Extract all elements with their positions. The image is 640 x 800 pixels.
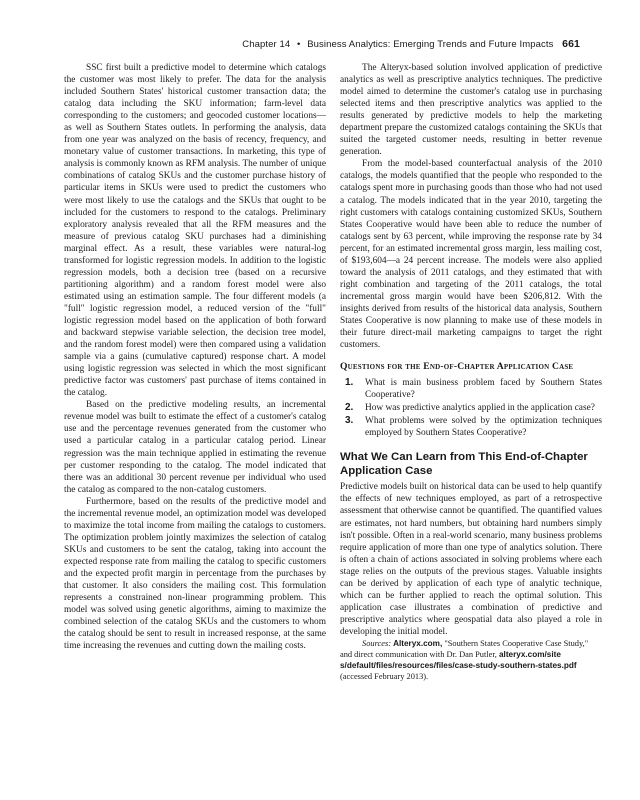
questions-heading: Questions for the End-of-Chapter Application Case xyxy=(340,361,574,373)
questions-list xyxy=(340,377,602,439)
left-column xyxy=(64,62,326,652)
paragraph: The Alteryx-based solution involved application of predictive analytics as well as prescriptive analytics techniques. The predictive model aimed to determine the customer's catalog use in purchasing selected items and then prescriptive analytics was applied to the results generated by predictive models to help the marketing department prepare the customized catalogs containing the SKUs that suited the targeted customer needs, resulting in better revenue generation. xyxy=(340,63,602,158)
question-number: 2. xyxy=(345,402,354,414)
question-number: 1. xyxy=(345,377,354,389)
question-text: What is main business problem faced by Southern States Cooperative? xyxy=(365,378,602,401)
question-text: What problems were solved by the optimization techniques employed by Southern States Cooperative? xyxy=(365,416,602,439)
paragraph: Based on the predictive modeling results, an incremental revenue model was built to estimate the effect of a customer's catalog use and the percentage revenues generated from the customer who used a particular catalog in a particular catalog period. Linear regression was the main technique applied in estimating the revenue per customer responding to the catalog. The model indicated that there was an additional 30 percent revenue per individual who used the catalog as compared to the non-catalog customers. xyxy=(64,400,326,495)
running-header xyxy=(0,38,580,50)
question-text: How was predictive analytics applied in the application case? xyxy=(365,403,595,414)
chapter-title: Business Analytics: Emerging Trends and Future Impacts xyxy=(307,39,554,50)
header-bullet: • xyxy=(297,39,301,50)
paragraph: Predictive models built on historical data can be used to help quantify the effects of new techniques employed, as part of a retrospective assessment that otherwise cannot be quantified. The quantified values are estimates, not hard numbers, but obtaining hard numbers simply isn't possible. Often in a real-world scenario, many business problems require application of more than one type of analytics solution. There is often a chain of actions associated in solving problems where each stage relies on the outputs of the previous stages. Valuable insights can be derived by application of each type of analytic technique, which can be further applied to reach the optimal solution. This application case illustrates a combination of predictive and prescriptive analytics where geospatial data also played a role in developing the initial model. xyxy=(340,482,602,637)
sources-citation xyxy=(340,638,602,682)
source-accessed: (accessed February 2013). xyxy=(340,671,429,681)
question-item xyxy=(340,415,602,439)
source-url[interactable]: alteryx.com/site s/default/files/resources/files/case-study-southern-states.pdf xyxy=(340,649,577,670)
source-site: Alteryx.com, xyxy=(393,638,443,648)
paragraph: Furthermore, based on the results of the predictive model and the incremental revenue model, an optimization model was developed to maximize the total income from mailing the catalogs to customers. The optimization problem jointly maximizes the selection of catalog SKUs and customers to be sent the catalog, taking into account the expected response rate from mailing the catalog to specific customers and the expected profit margin in percentage from the purchases by that customer. It also considers the mailing cost. This formulation represents a constrained non-linear programming problem. This model was solved using genetic algorithms, aiming to maximize the combined selection of the catalog SKUs and the customers to whom the catalog should be sent to result in increased response, at the same time increasing the revenues and cutting down the mailing costs. xyxy=(64,496,326,652)
section-heading: What We Can Learn from This End-of-Chapter Application Case xyxy=(340,451,588,477)
right-column xyxy=(340,62,602,682)
sources-label: Sources: xyxy=(362,638,391,648)
paragraph: From the model-based counterfactual analysis of the 2010 catalogs, the models quantified that the people who responded to the catalogs spent more in purchasing goods than those who had not used a catalog. The models indicated that in the year 2010, targeting the right customers with catalogs containing customized SKUs, Southern States Cooperative would have been able to reduce the number of catalogs sent by 63 percent, while improving the response rate by 34 percent, for an estimated incremental gross margin, less mailing cost, of $193,604—a 24 percent increase. The models were also applied toward the analysis of 2011 catalogs, and they estimated that with right combination and targeting of the 2011 catalogs, the total incremental gross margin would have been $206,812. With the insights derived from results of the historical data analysis, Southern States Cooperative is now planning to make use of these models in their future direct-mail marketing campaigns to target the right customers. xyxy=(340,159,602,351)
chapter-label: Chapter 14 xyxy=(242,39,291,50)
page-number: 661 xyxy=(562,38,580,50)
paragraph: SSC first built a predictive model to determine which catalogs the customer was most likely to prefer. The data for the analysis included Southern States' historical customer transaction data; the catalog data including the SKU information; farm-level data corresponding to the customers; and geocoded customer locations—as well as Southern States outlets. In performing the analysis, data from one year was analyzed on the basis of recency, frequency, and monetary value of customer transactions. In marketing, this type of analysis is commonly known as RFM analysis. The number of unique combinations of catalog SKUs and the customer purchase history of particular items in SKUs were used to predict the customers who were most likely to use the catalogs and the SKUs that ought to be included for the customers to respond to the catalogs. Preliminary exploratory analysis revealed that all the RFM measures and the measure of previous catalog SKU purchases had a diminishing marginal effect. As a result, these variables were natural-log transformed for logistic regression models. In addition to the logistic regression models, both a decision tree (based on a recursive partitioning algorithm) and a random forest model were also estimated using an estimation sample. The four different models (a "full" logistic regression model, a reduced version of the "full" logistic regression model based on the application of both forward and backward stepwise variable selection, the decision tree model, and the random forest model) were then compared using a validation sample via a gains (cumulative captured) response chart. A model using logistic regression was selected in which the most significant predictive factor was customers' past purchase of items contained in the catalog. xyxy=(64,63,326,399)
source-quote: "Southern States Cooperative Case Study," and direct communication with Dr. Dan Putler, xyxy=(340,638,589,659)
question-item xyxy=(340,377,602,401)
question-item xyxy=(340,402,602,414)
question-number: 3. xyxy=(345,415,354,427)
